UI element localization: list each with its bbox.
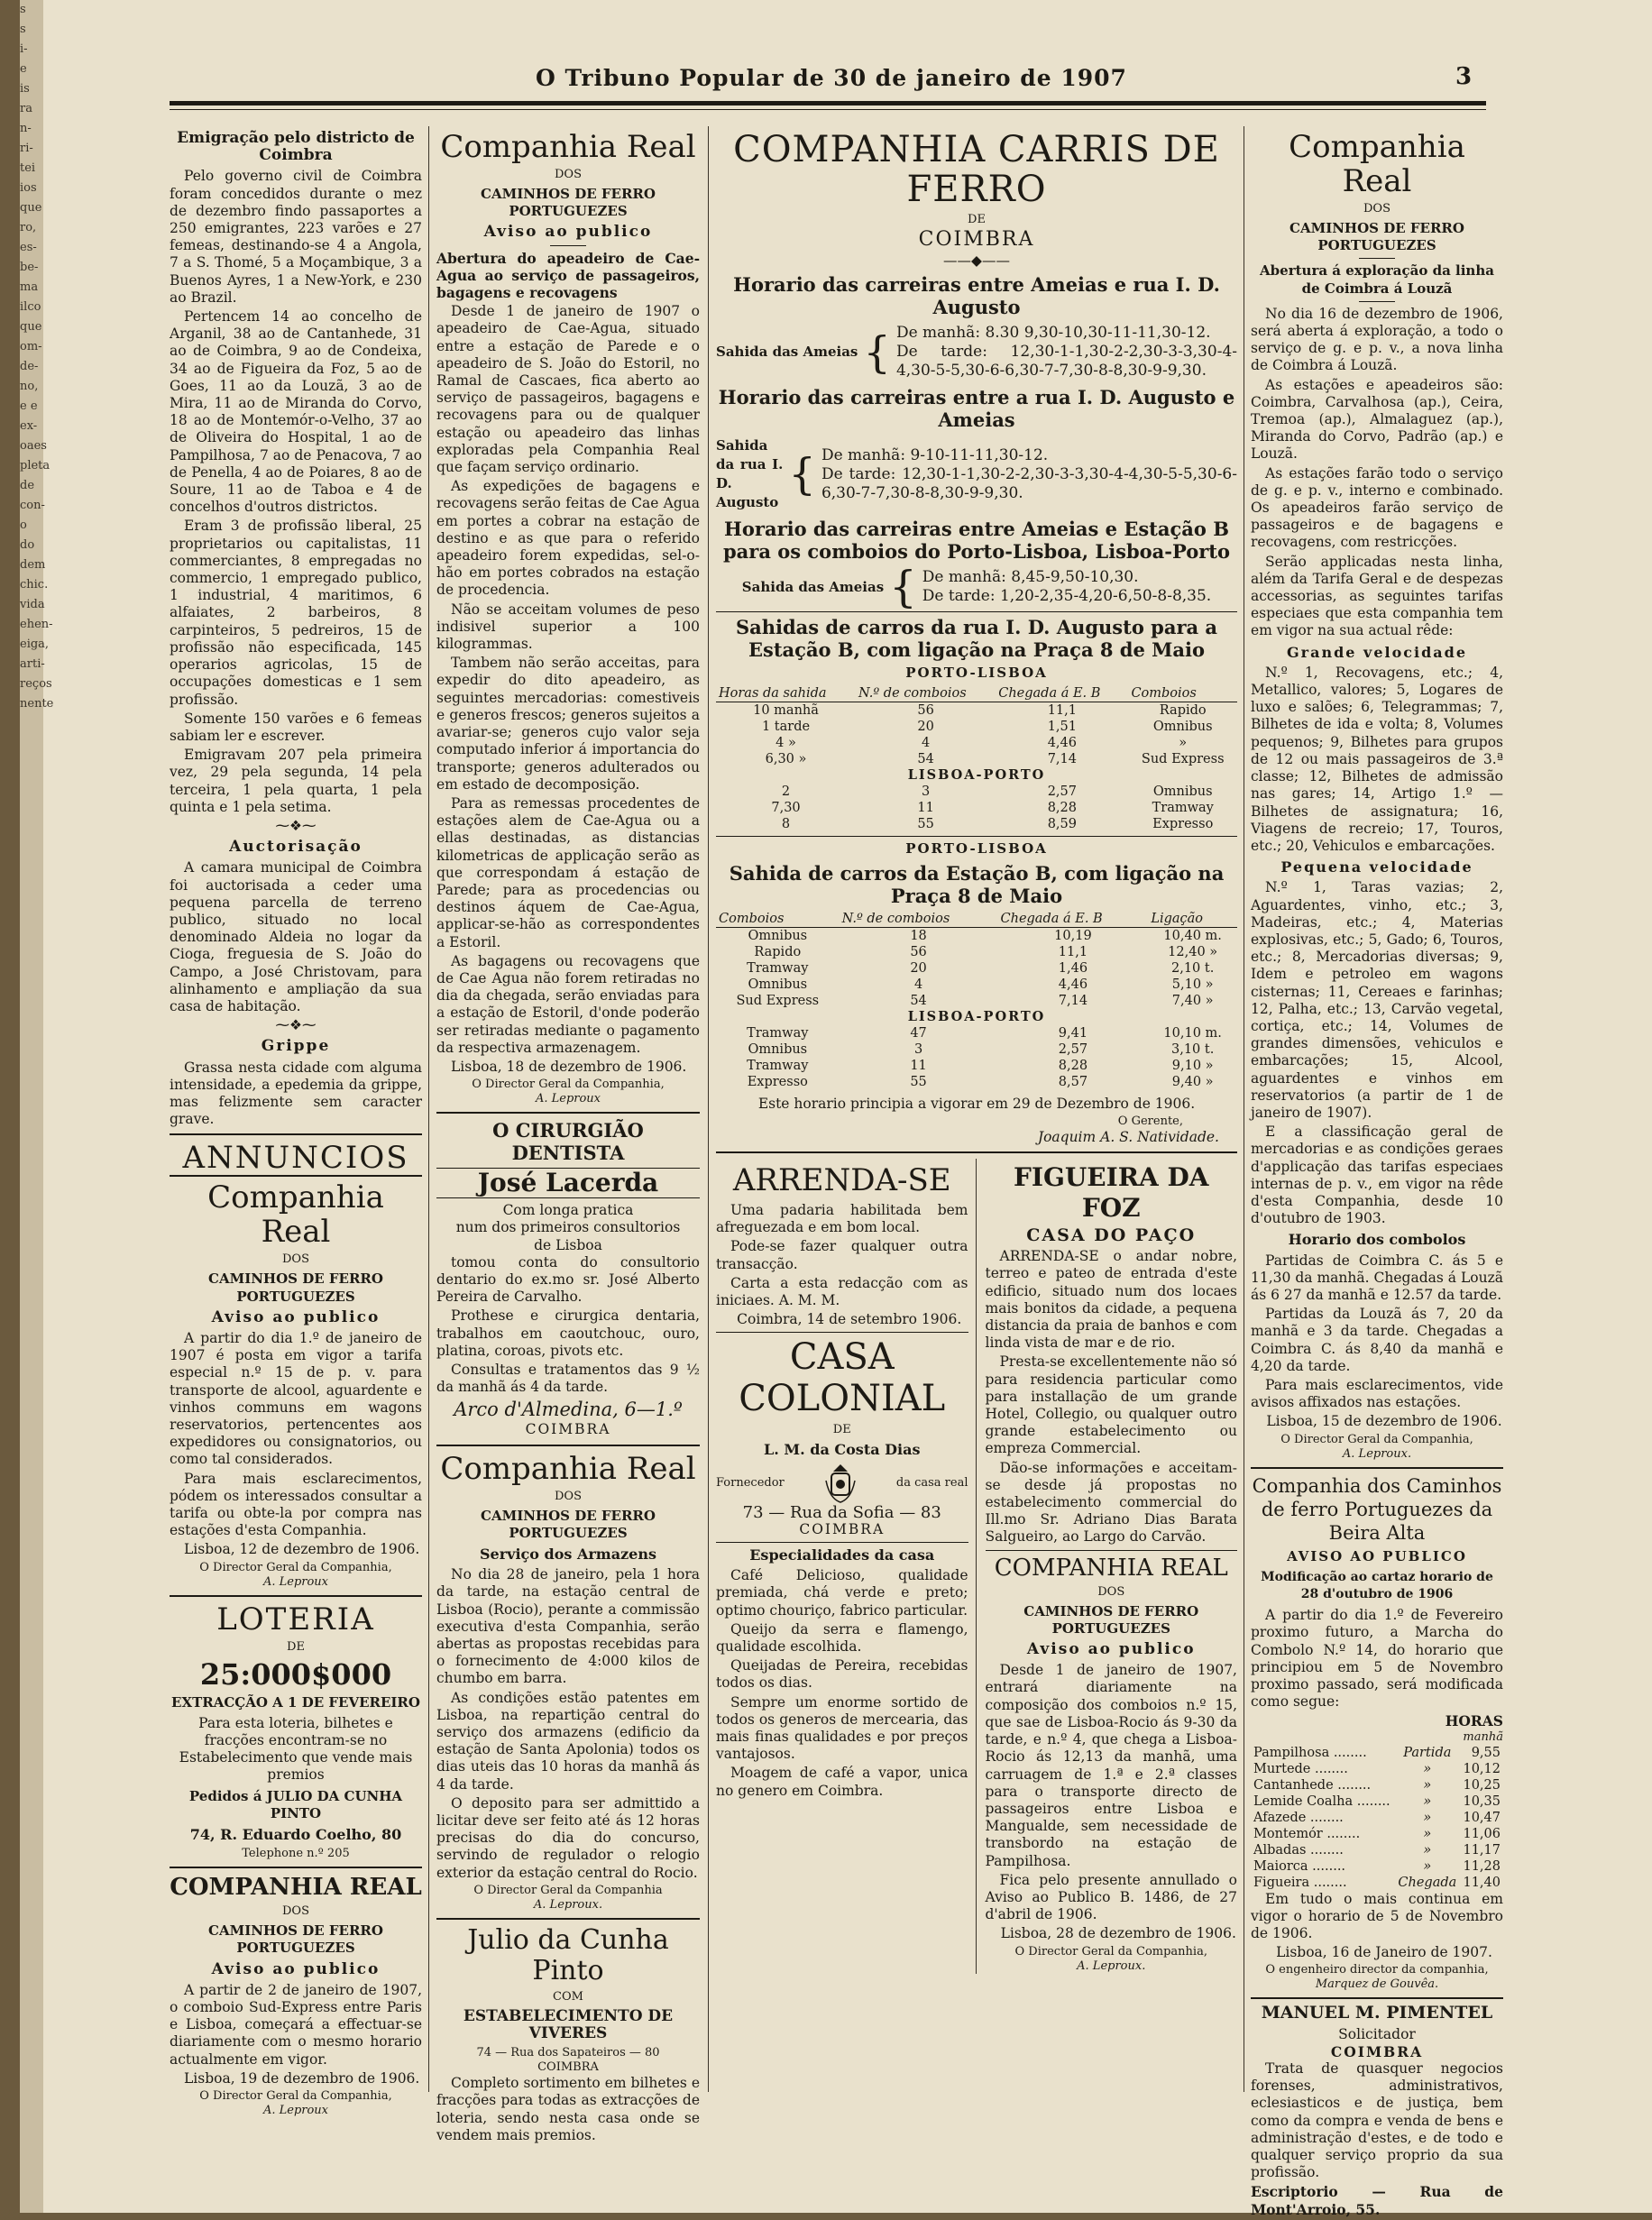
table-cell: Omnibus bbox=[748, 928, 808, 943]
beira-alta-title: Companhia dos Caminhos de ferro Portuguezes da Beira Alta bbox=[1252, 1474, 1502, 1544]
table-cell: Sud Express bbox=[1141, 752, 1225, 767]
column-divider bbox=[708, 126, 709, 2092]
table-cell: 5,10 » bbox=[1171, 977, 1214, 992]
table-row bbox=[716, 719, 1237, 735]
table-cell: Tramway bbox=[747, 1025, 809, 1041]
timetable-row bbox=[1251, 1826, 1503, 1842]
margin-fragment: s bbox=[20, 3, 26, 16]
table-cell: 2,57 bbox=[1058, 1041, 1088, 1057]
table-row bbox=[716, 944, 1237, 960]
table-cell: 10 manhã bbox=[753, 703, 819, 719]
margin-fragment: om- bbox=[20, 340, 42, 353]
table-cell: 1,46 bbox=[1058, 960, 1088, 976]
grippe-text: Grassa nesta cidade com alguma intensidade, a epedemia da grippe, mas felizmente sem caracter grave. bbox=[170, 1059, 422, 1128]
table-cell: 8,28 bbox=[1058, 1058, 1088, 1073]
table-cell: Tramway bbox=[1152, 801, 1214, 816]
newspaper-page bbox=[20, 0, 1652, 2218]
table-cell: 3,10 t. bbox=[1170, 1041, 1215, 1057]
timetable-row bbox=[1251, 1842, 1503, 1858]
ad-company-title: Companhia Real bbox=[440, 1450, 696, 1487]
schedule-table: Comboios N.º de comboios Chegada á E. B Ligação Omnibus 18 10,19 10,40 m. Rapido 56 11,1 12,40 » Tramway 20 1,46 2,10 t. Omnibus 4 4,46 5,10 » Sud Express 54 7,14 7,40 » LISBOA-PORTO Tramway 47 9,41 10,10 m. Omnibus 3 2,57 3,10 t. Tramway 11 8,28 9,10 » Expresso 55 8,57 9,40 » bbox=[716, 911, 1237, 1090]
schedule-heading: Horario das carreiras entre a rua I. D. Augusto e Ameias bbox=[718, 386, 1235, 432]
table-row bbox=[716, 960, 1237, 977]
timetable-row bbox=[1251, 1810, 1503, 1826]
table-cell: 7,14 bbox=[1058, 993, 1088, 1008]
table-cell: 18 bbox=[910, 928, 927, 943]
table-cell: Expresso bbox=[747, 1074, 808, 1089]
margin-fragment: arti- bbox=[20, 657, 45, 671]
table-cell: 10,10 m. bbox=[1163, 1025, 1222, 1041]
margin-fragment: pleta bbox=[20, 459, 50, 472]
lottery-title: LOTERIA bbox=[216, 1601, 375, 1637]
table-row bbox=[716, 977, 1237, 993]
table-cell: Omnibus bbox=[748, 977, 808, 992]
stop-time: 9,55 bbox=[1471, 1745, 1501, 1760]
margin-fragment: eiga, bbox=[20, 638, 50, 651]
column-header: N.º de comboios bbox=[856, 685, 996, 702]
schedule-heading: Sahida de carros da Estação B, com ligação na Praça 8 de Maio bbox=[729, 861, 1225, 907]
stop-time: 11,40 bbox=[1463, 1875, 1501, 1890]
julio-title: Julio da Cunha Pinto bbox=[467, 1923, 669, 1986]
station-name: Murtede ........ bbox=[1253, 1761, 1348, 1776]
table-cell: 7,40 » bbox=[1171, 993, 1214, 1008]
margin-fragment: con- bbox=[20, 499, 45, 512]
signature: A. Leproux. bbox=[533, 1897, 603, 1912]
royal-crest-icon bbox=[822, 1463, 858, 1504]
table-cell: 11,1 bbox=[1047, 703, 1077, 719]
page-number: 3 bbox=[1455, 63, 1473, 90]
table-cell: 10,19 bbox=[1054, 928, 1092, 943]
table-cell: 4 bbox=[913, 977, 923, 992]
table-cell: Omnibus bbox=[1152, 784, 1213, 800]
stop-type: » bbox=[1423, 1826, 1432, 1841]
column-header: Ligação bbox=[1148, 911, 1237, 928]
emigration-text: Somente 150 varões e 6 femeas sabiam ler e escrever. bbox=[170, 710, 422, 744]
margin-fragment: n- bbox=[20, 122, 32, 135]
table-row bbox=[716, 735, 1237, 751]
margin-fragment: que bbox=[20, 201, 42, 215]
timetable-row bbox=[1251, 1777, 1503, 1793]
margin-fragment: vida bbox=[20, 598, 45, 611]
table-cell: 2,57 bbox=[1047, 784, 1077, 800]
table-cell: 8,59 bbox=[1047, 817, 1077, 832]
stop-time: 11,17 bbox=[1463, 1842, 1501, 1858]
table-cell: Omnibus bbox=[748, 1041, 808, 1057]
table-row bbox=[716, 816, 1237, 832]
stop-type: Partida bbox=[1403, 1745, 1452, 1760]
column-divider bbox=[428, 126, 429, 2092]
column-1: Emigração pelo districto de Coimbra Pelo governo civil de Coimbra foram concedidos durante o mez de dezembro findo passaportes a 250 emigrantes, 223 varões e 27 femeas, destinando-se 4 a Angola, 7 a S. Thomé, 5 a Moçambique, 3 a Buenos Ayres, 1 a New-York, e 230 ao Brazil. Pertencem 14 ao concelho de Arganil, 38 ao de Cantanhede, 31 ao de Coimbra, 9 ao de Condeixa, 34 ao de Figueira da Foz, 5 ao de Goes, 11 ao da Louzã, 3 ao de Mira, 11 ao de Miranda do Corvo, 18 ao de Montemór-o-Velho, 37 ao de Oliveira do Hospital, 1 ao de Pampilhosa, 7 ao de Penacova, 7 ao de Penella, 4 ao de Poiares, 8 ao de Soure, 11 ao de Taboa e 4 de concelhos d'outros districtos. Eram 3 de profissão liberal, 25 proprietarios ou capitalistas, 11 commerciantes, 8 empregadas no commercio, 1 empregado publico, 1 industrial, 4 maritimos, 6 alfaiates, 2 barbeiros, 8 carpinteiros, 5 pedreiros, 15 de profissão não especificada, 145 operarios agricolas, 15 de occupações domesticas e 1 sem profissão. Somente 150 varões e 6 femeas sabiam ler e escrever. Emigravam 207 pela primeira vez, 29 pela segunda, 14 pela terceira, 1 pela quarta, 1 pela quinta e 1 pela setima. ⁓❖⁓ Auctorisação A camara municipal de Coimbra foi auctorisada a ceder uma pequena parcella de terreno publico, situado no local denominado Aldeia no logar da Cioga, freguesia de S. João do Campo, a José Christovam, para alinhamento e ampliação da sua casa de habitação. ⁓❖⁓ Grippe Grassa nesta cidade com alguma intensidade, a epedemia da grippe, mas felizmente sem caracter grave. ANNUNCIOS Companhia Real DOS CAMINHOS DE FERRO PORTUGUEZES Aviso ao publico A partir do dia 1.º de janeiro de 1907 é posta em vigor a tarifa especial n.º 15 de p. v. para transporte de alcool, aguardente e vinhos communs em wagons reservatorios, pertencentes aos expedidores ou consignatorios, ou como tal considerados. Para mais esclarecimentos, pódem os interessados consultar a tarifa ou obte-la por compra nas estações d'esta Companhia. Lisboa, 12 de dezembro de 1906. O Director Geral da Companhia, A. Leproux LOTERIA DE 25:000$000 EXTRACÇÃO A 1 DE FEVEREIRO Para esta loteria, bilhetes e fracções encontram-se no Estabelecimento que vende mais premios Pedidos á JULIO DA CUNHA PINTO 74, R. Eduardo Coelho, 80 Telephone n.º 205 COMPANHIA REAL DOS CAMINHOS DE FERRO PORTUGUEZES Aviso ao publico A partir de 2 de janeiro de 1907, o comboio Sud-Express entre Paris e Lisboa, começará a effectuar-se diariamente com o mesmo horario actualmente em vigor. Lisboa, 19 de dezembro de 1906. O Director Geral da Companhia, A. Leproux bbox=[170, 129, 422, 2118]
margin-fragment: e e bbox=[20, 399, 38, 413]
table-cell: 47 bbox=[910, 1025, 927, 1041]
schedule-heading: Horario das carreiras entre Ameias e rua I. D. Augusto bbox=[733, 273, 1220, 319]
emigration-title: Emigração pelo districto de Coimbra bbox=[177, 129, 415, 165]
schedule-heading: Horario das carreiras entre Ameias e Estação B para os comboios do Porto-Lisboa, Lisboa-Porto bbox=[722, 518, 1231, 564]
margin-fragment: nente bbox=[20, 697, 54, 711]
table-cell: Omnibus bbox=[1152, 720, 1213, 735]
margin-fragment: ilco bbox=[20, 300, 41, 314]
stop-time: 10,35 bbox=[1463, 1793, 1501, 1809]
ad-company-title: COMPANHIA REAL bbox=[994, 1554, 1228, 1582]
schedule-block: Sahida das Ameias { De manhã: 8,45-9,50-10,30. De tarde: 1,20-2,35-4,20-6,50-8-8,35. bbox=[741, 562, 1212, 613]
table-cell: 4,46 bbox=[1047, 736, 1077, 751]
grippe-title: Grippe bbox=[261, 1037, 331, 1056]
signature: A. Leproux bbox=[262, 2104, 329, 2118]
table-cell: 2 bbox=[781, 784, 791, 800]
station-name: Pampilhosa ........ bbox=[1253, 1745, 1367, 1760]
stop-time: 11,28 bbox=[1463, 1858, 1501, 1874]
stop-type: » bbox=[1423, 1858, 1432, 1874]
margin-fragment: ex- bbox=[20, 419, 38, 433]
announcements-heading: ANNUNCIOS bbox=[170, 1141, 422, 1177]
table-cell: 10,40 m. bbox=[1163, 928, 1222, 943]
margin-fragment: no, bbox=[20, 380, 39, 393]
table-cell: Tramway bbox=[747, 1058, 809, 1073]
header-rule bbox=[170, 101, 1486, 105]
figueira-title: FIGUEIRA DA FOZ bbox=[1014, 1162, 1209, 1224]
emigration-text: Pertencem 14 ao concelho de Arganil, 38 ao de Cantanhede, 31 ao de Coimbra, 9 ao de Condeixa, 34 ao de Figueira da Foz, 5 ao de Goes, 11 ao da Louzã, 3 ao de Mira, 11 ao de Miranda do Corvo, 18 ao de Montemór-o-Velho, 37 ao de Oliveira do Hospital, 1 ao de Pampilhosa, 7 ao de Penacova, 7 ao de Penella, 4 ao de Poiares, 8 ao de Soure, 11 ao de Taboa e 4 de concelhos d'outros districtos. bbox=[170, 308, 422, 516]
table-cell: Rapido bbox=[1159, 703, 1207, 719]
emigration-text: Emigravam 207 pela primeira vez, 29 pela segunda, 14 pela terceira, 1 pela quarta, 1 pela quinta e 1 pela setima. bbox=[170, 747, 422, 815]
sub-column-right: FIGUEIRA DA FOZ CASA DO PAÇO ARRENDA-SE o andar nobre, terreo e pateo de entrada d'este edificio, situado num dos locaes mais bonitos da cidade, a pequena distancia da praia de banhos e com linda vista de mar e de rio. Presta-se excellentemente não só para residencia particular como para installação de um grande Hotel, Collegio, ou qualquer outro grande estabelecimento ou empreza Commercial. Dão-se informações e acceitam-se desde já propostas no estabelecimento commercial do Ill.mo Sr. Adriano Dias Barata Salgueiro, ao Largo do Carvão. COMPANHIA REAL DOS CAMINHOS DE FERRO PORTUGUEZES Aviso ao publico Desde 1 de janeiro de 1907, entrará diariamente na composição dos comboios n.º 15, que sae de Lisboa-Rocio ás 9-30 da tarde, e n.º 4, que chega a Lisboa-Rocio ás 12,13 da manhã, uma carruagem de 1.ª e 2.ª classes para o transporte directo de passageiros entre Lisboa e Mangualde, sem necessidade de transbordo na estação de Pampilhosa. Fica pelo presente annullado o Aviso ao Publico B. 1486, de 27 d'abril de 1906. Lisboa, 28 de dezembro de 1906. O Director Geral da Companhia, A. Leproux. bbox=[985, 1162, 1237, 1973]
signature: A. Leproux. bbox=[1077, 1959, 1146, 1973]
ad-company-title: Companhia Real bbox=[440, 129, 696, 165]
station-name: Montemór ........ bbox=[1253, 1826, 1361, 1841]
station-name: Cantanhede ........ bbox=[1253, 1777, 1372, 1793]
table-cell: 56 bbox=[910, 944, 927, 959]
table-row bbox=[716, 800, 1237, 816]
table-cell: Tramway bbox=[747, 960, 809, 976]
table-cell: 1 tarde bbox=[761, 720, 811, 735]
table-cell: 9,10 » bbox=[1171, 1058, 1214, 1073]
timetable-row bbox=[1251, 1793, 1503, 1810]
column-3: COMPANHIA CARRIS DE FERRO DE COIMBRA ——◆—— Horario das carreiras entre Ameias e rua I. D. Augusto Sahida das Ameias { De manhã: 8.30 9,30-10,30-11-11,30-12. De tarde: 12,30-1-1,30-2-2,30-3-3,30-4-4,30-5-5,30-6-6,30-7-7,30-8-8,30-9-9,30. Horario das carreiras entre a rua I. D. Augusto e Ameias Sahida da rua I. D. Augusto { De manhã: 9-10-11-11,30-12. De tarde: 12,30-1-1,30-2-2,30-3-3,30-4-4,30-5-5,30-6-6,30-7-7,30-8-8,30-9-9,30. Horario das carreiras entre Ameias e Estação B para os comboios do Porto-Lisboa, Lisboa-Porto Sahida das Ameias { De manhã: 8,45-9,50-10,30. De tarde: 1,20-2,35-4,20-6,50-8-8,35. Sahidas de carros da rua I. D. Augusto para a Estação B, com ligação na Praça 8 de Maio PORTO-LISBOA Horas da sahida N.º de comboios Chegada á E. B Comboios 10 manhã 56 11,1 Rapido 1 tarde 20 1,51 Omnibus 4 » 4 4,46 » 6,30 » 54 7,14 Sud Express LISBOA-PORTO 2 3 2,57 Omnibus 7,30 11 8,28 Tramway 8 55 8,59 Expresso PORTO-LISBOA Sahida de carros da Estação B, com ligação na Praça 8 de Maio Comboios N.º de comboios Chegada á E. B Ligação Omnibus 18 10,19 10,40 m. Rapido 56 11,1 12,40 » Tramway 20 1,46 2,10 t. Omnibus 4 4,46 5,10 » Sud Express 54 7,14 7,40 » LISBOA-PORTO Tramway 47 9,41 10,10 m. Omnibus 3 2,57 3,10 t. Tramway 11 8,28 9,10 » Expresso 55 8,57 9,40 » Este horario principia a vigorar em 29 de Dezembro de 1906. O Gerente, Joaquim A. S. Natividade. ARRENDA-SE Uma padaria habilitada bem afreguezada e em bom local. Pode-se fazer qualquer outra transacção. Carta a esta redacção com as iniciaes. A. M. M. Coimbra, 14 de setembro 1906. CASA COLONIAL DE L. M. da Costa Dias Fornecedor da casa real 73 — Rua da Sofia — 83 COIMBRA Especialidades da casa Café Delicioso, qualidade premiada, chá verde e preto; optimo chouriço, fabrico particular. Queijo da serra e flamengo, qualidade escolhida. Queijadas de Pereira, recebidas todos os dias. Sempre um enorme sortido de todos os generos de mercearia, das mais finas qualidades e por preços vantajosos. Moagem de café a vapor, unica no genero em Coimbra. FIGUEIRA DA FOZ CASA DO PAÇO ARRENDA-SE o andar nobre, terreo e pateo de entrada d'este edificio, situado num dos locaes mais bonitos da cidade, a pequena distancia da praia de banhos e com linda vista de mar e de rio. Presta-se excellentemente não só para residencia particular como para installação de um grande Hotel, Collegio, ou qualquer outro grande estabelecimento ou empreza Commercial. Dão-se informações e acceitam-se desde já propostas no estabelecimento commercial do Ill.mo Sr. Adriano Dias Barata Salgueiro, ao Largo do Carvão. COMPANHIA REAL DOS CAMINHOS DE FERRO PORTUGUEZES Aviso ao publico Desde 1 de janeiro de 1907, entrará diariamente na composição dos comboios n.º 15, que sae de Lisboa-Rocio ás 9-30 da tarde, e n.º 4, que chega a Lisboa-Rocio ás 12,13 da manhã, uma carruagem de 1.ª e 2.ª classes para o transporte directo de passageiros entre Lisboa e Mangualde, sem necessidade de transbordo na estação de Pampilhosa. Fica pelo presente annullado o Aviso ao Publico B. 1486, de 27 d'abril de 1906. Lisboa, 28 de dezembro de 1906. O Director Geral da Companhia, A. Leproux. bbox=[716, 129, 1237, 1973]
timetable-row bbox=[1251, 1761, 1503, 1777]
timetable bbox=[1251, 1745, 1503, 1891]
stop-time: 10,12 bbox=[1463, 1761, 1501, 1776]
margin-fragment: e bbox=[20, 62, 27, 76]
emigration-text: Pelo governo civil de Coimbra foram concedidos durante o mez de dezembro findo passaportes a 250 emigrantes, 223 varões e 27 femeas, destinando-se 4 a Angola, 7 a S. Thomé, 5 a Moçambique, 3 a Buenos Ayres, 1 a New-York, e 230 ao Brazil. bbox=[170, 168, 422, 306]
timetable-row bbox=[1251, 1875, 1503, 1891]
table-row bbox=[716, 1074, 1237, 1090]
stop-time: 10,47 bbox=[1463, 1810, 1501, 1825]
column-header: N.º de comboios bbox=[840, 911, 998, 928]
table-cell: 7,14 bbox=[1047, 752, 1077, 767]
ad-company-title: Companhia Real bbox=[1289, 129, 1465, 199]
dentist-title: O CIRURGIÃO DENTISTA bbox=[492, 1119, 644, 1165]
table-row bbox=[716, 993, 1237, 1009]
margin-fragment: o do bbox=[20, 518, 35, 552]
margin-fragment: ro, bbox=[20, 221, 37, 234]
table-cell: 11 bbox=[917, 801, 934, 816]
signature: A. Leproux. bbox=[1342, 1446, 1412, 1461]
stop-type: » bbox=[1423, 1842, 1432, 1858]
auctorisation-text: A camara municipal de Coimbra foi auctorisada a ceder uma pequena parcella de terreno publico, situado no local denominado Aldeia no logar da Cioga, freguesia de S. João do Campo, a José Christovam, para alinhamento e ampliação da sua casa de habitação. bbox=[170, 859, 422, 1014]
table-cell: 2,10 t. bbox=[1170, 960, 1215, 976]
table-cell: Expresso bbox=[1152, 817, 1214, 832]
carris-title: COMPANHIA CARRIS DE FERRO bbox=[733, 129, 1220, 210]
column-header: Comboios bbox=[716, 911, 840, 928]
stop-type: » bbox=[1423, 1793, 1432, 1809]
sub-column-left: ARRENDA-SE Uma padaria habilitada bem afreguezada e em bom local. Pode-se fazer qualquer outra transacção. Carta a esta redacção com as iniciaes. A. M. M. Coimbra, 14 de setembro 1906. CASA COLONIAL DE L. M. da Costa Dias Fornecedor da casa real 73 — Rua da Sofia — 83 COIMBRA Especialidades da casa Café Delicioso, qualidade premiada, chá verde e preto; optimo chouriço, fabrico particular. Queijo da serra e flamengo, qualidade escolhida. Queijadas de Pereira, recebidas todos os dias. Sempre um enorme sortido de todos os generos de mercearia, das mais finas qualidades e por preços vantajosos. Moagem de café a vapor, unica no genero em Coimbra. bbox=[716, 1159, 977, 1974]
margin-fragment: i- bbox=[20, 42, 28, 56]
ad-notice-title: Aviso ao publico bbox=[211, 1307, 381, 1326]
table-cell: 4,46 bbox=[1058, 977, 1088, 992]
table-cell: 20 bbox=[917, 720, 934, 735]
station-name: Lemide Coalha ........ bbox=[1253, 1793, 1390, 1809]
emigration-text: Eram 3 de profissão liberal, 25 proprietarios ou capitalistas, 11 commerciantes, 8 empregadas no commercio, 1 empregado publico, 1 industrial, 4 maritimos, 6 alfaiates, 2 barbeiros, 8 carpinteiros, 5 pedreiros, 15 de profissão não especificada, 145 operarios agricolas, 15 de occupações domesticas e 1 sem profissão. bbox=[170, 518, 422, 708]
station-name: Albadas ........ bbox=[1253, 1842, 1344, 1858]
schedule-block: Sahida da rua I. D. Augusto { De manhã: 9-10-11-11,30-12. De tarde: 12,30-1-1,30-2-2,30-3-3,30-4-4,30-5-5,30-6-6,30-7-7,30-8-8,30-9-9,30. bbox=[716, 437, 1237, 511]
column-header: Chegada á E. B bbox=[998, 911, 1149, 928]
margin-fragment: reços bbox=[20, 677, 52, 691]
signature: A. Leproux bbox=[535, 1092, 601, 1106]
table-cell: 55 bbox=[917, 817, 934, 832]
table-cell: Rapido bbox=[754, 944, 802, 959]
table-cell: Sud Express bbox=[736, 993, 820, 1008]
table-row bbox=[716, 751, 1237, 767]
table-cell: 7,30 bbox=[771, 801, 801, 816]
table-cell: 8 bbox=[781, 817, 791, 832]
previous-page-margin bbox=[20, 0, 54, 2213]
auctorisation-title: Auctorisação bbox=[229, 838, 363, 857]
table-cell: 6,30 » bbox=[765, 752, 807, 767]
table-cell: 20 bbox=[910, 960, 927, 976]
column-header: Horas da sahida bbox=[716, 685, 856, 702]
column-2: Companhia Real DOS CAMINHOS DE FERRO PORTUGUEZES Aviso ao publico Abertura do apeadeiro de Cae-Agua ao serviço de passageiros, bagagens e recovagens Desde 1 de janeiro de 1907 o apeadeiro de Cae-Agua, situado entre a estação de Parede e o apeadeiro de S. João do Estoril, no Ramal de Cascaes, fica aberto ao serviço de passageiros, bagagens e recovagens para ou de qualquer estação ou apeadeiro das linhas exploradas pela Companhia Real que façam serviço ordinario. As expedições de bagagens e recovagens serão feitas de Cae Agua em portes a cobrar na estação de destino e as que para o referido apeadeiro forem expedidas, sel-o-hão em portes cobrados na estação de procedencia. Não se acceitam volumes de peso indisivel superior a 100 kilogrammas. Tambem não serão acceitas, para expedir do dito apeadeiro, as seguintes mercadorias: comestiveis e generos frescos; generos sujeitos a avariar-se; generos cujo valor seja computado inferior á importancia do transporte; generos adulterados ou em estado de decomposição. Para as remessas procedentes de estações alem de Cae-Agua ou a ellas destinadas, as distancias kilometricas de applicação serão as que correspondam á estação de Parede; para as procedencias ou destinos áquem de Cae-Agua, applicar-se-hão as correspondentes a Estoril. As bagagens ou recovagens que de Cae Agua não forem retiradas no dia da chegada, serão enviadas para a estação de Estoril, d'onde poderão ser retiradas mediante o pagamento da respectiva armazenagem. Lisboa, 18 de dezembro de 1906. O Director Geral da Companhia, A. Leproux O CIRURGIÃO DENTISTA José Lacerda Com longa pratica num dos primeiros consultorios de Lisboa tomou conta do consultorio dentario do ex.mo sr. José Alberto Pereira de Carvalho. Prothese e cirurgica dentaria, trabalhos em caoutchouc, ouro, platina, coroas, pivots etc. Consultas e tratamentos das 9 ½ da manhã ás 4 da tarde. Arco d'Almedina, 6—1.º COIMBRA Companhia Real DOS CAMINHOS DE FERRO PORTUGUEZES Serviço dos Armazens No dia 28 de janeiro, pela 1 hora da tarde, na estação central de Lisboa (Rocio), perante a commissão executiva d'esta Companhia, serão abertas as propostas recebidas para o fornecimento de 4:000 kilos de chumbo em barra. As condições estão patentes em Lisboa, na repartição central do serviço dos armazens (edificio da estação de Santa Apolonia) todos os dias uteis das 10 horas da manhã ás 4 da tarde. O deposito para ser admittido a licitar deve ser feito até ás 12 horas precisas do dia do concurso, servindo de regulador o relogio exterior da estação central do Rocio. O Director Geral da Companhia A. Leproux. Julio da Cunha Pinto COM ESTABELECIMENTO DE VIVERES 74 — Rua dos Sapateiros — 80 COIMBRA Completo sortimento em bilhetes e fracções para todas as extracções de loteria, sendo nesta casa onde se vendem mais premios. bbox=[436, 129, 700, 2143]
table-cell: 56 bbox=[917, 703, 934, 719]
schedule-block: Sahida das Ameias { De manhã: 8.30 9,30-10,30-11-11,30-12. De tarde: 12,30-1-1,30-2-2,30-3-3,30-4-4,30-5-5,30-6-6,30-7-7,30-8-8,30-9-9,30. bbox=[716, 324, 1237, 381]
schedule-heading: Sahidas de carros da rua I. D. Augusto para a Estação B, com ligação na Praça 8 de Maio bbox=[735, 616, 1218, 662]
schedule-table: Horas da sahida N.º de comboios Chegada á E. B Comboios 10 manhã 56 11,1 Rapido 1 tarde 20 1,51 Omnibus 4 » 4 4,46 » 6,30 » 54 7,14 Sud Express LISBOA-PORTO 2 3 2,57 Omnibus 7,30 11 8,28 Tramway 8 55 8,59 Expresso bbox=[716, 685, 1237, 832]
ad-date: Lisboa, 12 de dezembro de 1906. bbox=[184, 1541, 420, 1558]
stop-type: » bbox=[1423, 1761, 1432, 1776]
timetable-row bbox=[1251, 1745, 1503, 1761]
margin-fragment: dem bbox=[20, 558, 46, 572]
header-rule-thin bbox=[170, 109, 1486, 110]
table-cell: 11 bbox=[910, 1058, 927, 1073]
table-cell: 4 bbox=[922, 736, 931, 751]
table-cell: 8,57 bbox=[1058, 1074, 1088, 1089]
table-cell: 3 bbox=[922, 784, 931, 800]
stop-type: » bbox=[1423, 1810, 1432, 1825]
margin-fragment: oaes bbox=[20, 439, 47, 453]
rent-title: ARRENDA-SE bbox=[732, 1162, 951, 1199]
margin-fragment: ri- bbox=[20, 142, 33, 155]
table-cell: 9,41 bbox=[1058, 1025, 1088, 1041]
table-cell: 3 bbox=[913, 1041, 923, 1057]
station-name: Afazede ........ bbox=[1253, 1810, 1344, 1825]
table-cell: 12,40 » bbox=[1168, 944, 1218, 959]
station-name: Maiorca ........ bbox=[1253, 1858, 1346, 1874]
margin-fragment: is bbox=[20, 82, 30, 96]
margin-fragment: ios bbox=[20, 181, 37, 195]
table-row bbox=[716, 1041, 1237, 1058]
margin-fragment: de- bbox=[20, 360, 39, 373]
margin-fragment: be- bbox=[20, 261, 39, 274]
ornament-icon: ⁓❖⁓ bbox=[275, 1017, 317, 1034]
table-cell: 54 bbox=[917, 752, 934, 767]
column-header: Comboios bbox=[1128, 685, 1237, 702]
margin-fragment: de bbox=[20, 479, 35, 492]
ornament-icon: ——◆—— bbox=[943, 252, 1010, 269]
table-row bbox=[716, 702, 1237, 720]
table-cell: 1,51 bbox=[1047, 720, 1077, 735]
table-row bbox=[716, 927, 1237, 944]
margin-fragment: es- bbox=[20, 241, 37, 254]
station-name: Figueira ........ bbox=[1253, 1875, 1347, 1890]
pimentel-title: MANUEL M. PIMENTEL bbox=[1261, 2003, 1493, 2023]
margin-fragment: ra bbox=[20, 102, 32, 115]
table-cell: » bbox=[1179, 736, 1188, 751]
stop-time: 11,06 bbox=[1463, 1826, 1501, 1841]
margin-fragment: que bbox=[20, 320, 42, 334]
ad-company-title: COMPANHIA REAL bbox=[170, 1874, 422, 1902]
casa-colonial-title: CASA COLONIAL bbox=[739, 1336, 946, 1420]
table-cell: 4 » bbox=[776, 736, 796, 751]
table-cell: 11,1 bbox=[1058, 944, 1088, 959]
margin-fragment: tei bbox=[20, 161, 36, 175]
ornament-icon: ⁓❖⁓ bbox=[275, 817, 317, 834]
table-cell: 8,28 bbox=[1047, 801, 1077, 816]
table-row bbox=[716, 1058, 1237, 1074]
column-4: Companhia Real DOS CAMINHOS DE FERRO PORTUGUEZES Abertura á exploração da linha de Coimbra á Louzã No dia 16 de dezembro de 1906, será aberta á exploração, a todo o serviço de g. e p. v., a nova linha de Coimbra á Louzã. As estações e apeadeiros são: Coimbra, Carvalhosa (ap.), Ceira, Tremoa (ap.), Almalaguez (ap.), Miranda do Corvo, Padrão (ap.) e Louzã. As estações farão todo o serviço de g. e p. v., interno e combinado. Os apeadeiros farão serviço de passageiros e de bagagens e recovagens, com restricções. Serão applicadas nesta linha, além da Tarifa Geral e de despezas accessorias, as seguintes tarifas especiaes que esta companhia tem em vigor na sua actual rêde: Grande velocidade N.º 1, Recovagens, etc.; 4, Metallico, valores; 5, Logares de luxo e salões; 6, Telegrammas; 7, Bilhetes de ida e volta; 8, Volumes pequenos; 9, Bilhetes para grupos de 12 ou mais passageiros de 3.ª classe; 12, Bilhetes de admissão nas gares; 14, Artigo 1.º — Bilhetes de assignatura; 16, Viagens de recreio; 17, Touros, etc.; 20, Vehiculos e embarcações. Pequena velocidade N.º 1, Taras vazias; 2, Aguardentes, vinho, etc.; 3, Madeiras, etc.; 4, Materias explosivas, etc.; 5, Gado; 6, Touros, etc.; 8, Mercadorias diversas; 9, Idem e petroleo em wagons cisternas; 11, Cereaes e farinhas; 12, Palha, etc.; 13, Carvão vegetal, cortiça, etc.; 14, Volumes de grandes dimensões, vehiculos e embarcações; 15, Alcool, aguardentes e vinhos em reservatorios (a partir de 1 de janeiro de 1907). E a classificação geral de mercadorias e as condições geraes d'applicação das tarifas especiaes internas de p. v., em vigor na rêde d'esta Companhia, desde 10 d'outubro de 1903. Horario dos combolos Partidas de Coimbra C. ás 5 e 11,30 da manhã. Chegadas á Louzã ás 6 27 da manhã e 12.57 da tarde. Partidas da Louzã ás 7, 20 da manhã e 3 da tarde. Chegadas a Coimbra C. ás 8,40 da manhã e 4,20 da tarde. Para mais esclarecimentos, vide avisos affixados nas estações. Lisboa, 15 de dezembro de 1906. O Director Geral da Companhia, A. Leproux. Companhia dos Caminhos de ferro Portuguezes da Beira Alta AVISO AO PUBLICO Modificação ao cartaz horario de 28 d'outubro de 1906 A partir do dia 1.º de Fevereiro proximo futuro, a Marcha do Combolo N.º 14, do horario que principiou em 5 de Novembro proximo passado, será modificada como segue: HORAS manhã Pampilhosa ........ Partida 9,55 Murtede ........ » 10,12 Cantanhede ........ » 10,25 Lemide Coalha ........ » 10,35 Afazede ........ » 10,47 Montemór ........ » 11,06 Albadas ........ » 11,17 Maiorca ........ » 11,28 Figueira ........ Chegada 11,40 Em tudo o mais continua em vigor o horario de 5 de Novembro de 1906. Lisboa, 16 de Janeiro de 1907. O engenheiro director da companhia, Marquez de Gouvêa. MANUEL M. PIMENTEL Solicitador COIMBRA Trata de quasquer negocios forenses, administrativos, eclesiasticos e de justiça, bem como da compra e venda de bens e administração d'estes, e de todo e qualquer serviço proprio da sua profissão. Escriptorio — Rua de Mont'Arroio, 55. bbox=[1251, 129, 1503, 2218]
margin-fragment: chic. bbox=[20, 578, 49, 592]
signature: Joaquim A. S. Natividade. bbox=[1037, 1128, 1219, 1145]
column-header: Chegada á E. B bbox=[996, 685, 1128, 702]
table-row bbox=[716, 784, 1237, 800]
signature: A. Leproux bbox=[262, 1574, 329, 1589]
margin-fragment: s bbox=[20, 23, 26, 36]
stop-type: Chegada bbox=[1398, 1875, 1457, 1890]
stop-time: 10,25 bbox=[1463, 1777, 1501, 1793]
table-cell: 54 bbox=[910, 993, 927, 1008]
signature: Marquez de Gouvêa. bbox=[1315, 1977, 1439, 1992]
page-header: O Tribuno Popular de 30 de janeiro de 1907 bbox=[536, 65, 1127, 91]
stop-type: » bbox=[1423, 1777, 1432, 1793]
dentist-name: José Lacerda bbox=[436, 1168, 700, 1198]
ad-company-title: Companhia Real bbox=[207, 1179, 384, 1251]
margin-fragment: ma bbox=[20, 280, 39, 294]
lottery-amount: 25:000$000 bbox=[199, 1656, 392, 1692]
margin-fragment: ehen- bbox=[20, 618, 53, 631]
table-cell: 9,40 » bbox=[1171, 1074, 1214, 1089]
table-cell: 55 bbox=[910, 1074, 927, 1089]
timetable-row bbox=[1251, 1858, 1503, 1875]
table-row bbox=[716, 1025, 1237, 1041]
